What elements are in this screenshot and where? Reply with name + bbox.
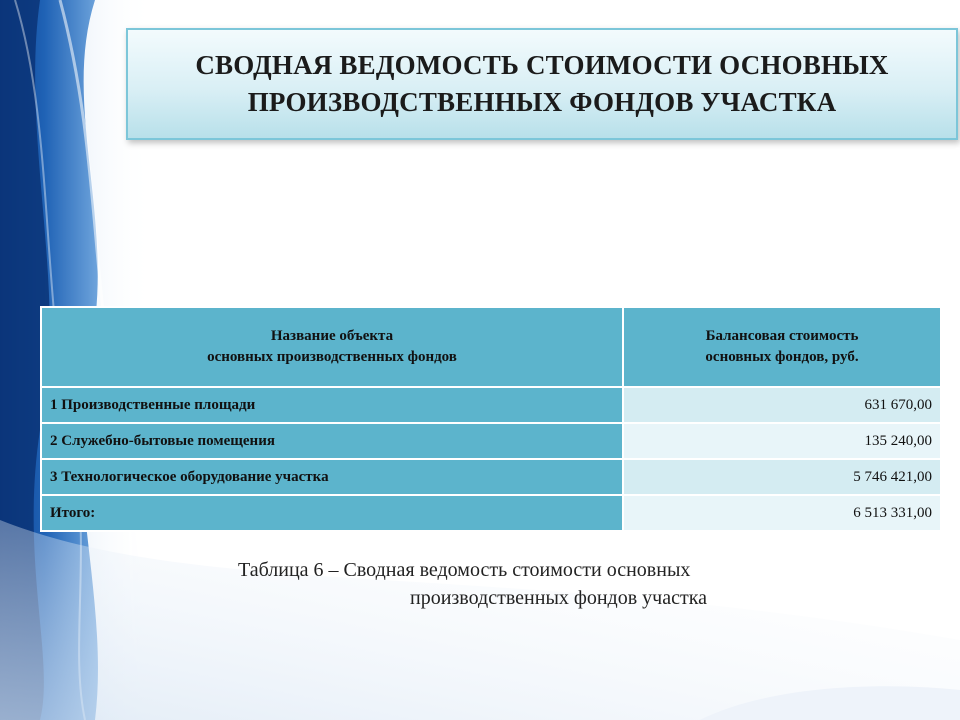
header-col2-line2: основных фондов, руб. [705, 349, 859, 365]
table-row [41, 387, 941, 423]
caption-line-2: производственных фондов участка [410, 587, 708, 609]
total-value: 6 513 331,00 [623, 495, 941, 531]
header-col1-line2: основных производственных фондов [207, 349, 457, 365]
row-name: 1 Производственные площади [41, 387, 623, 423]
table-total-row [41, 495, 941, 531]
slide-title-line-2: ПРОИЗВОДСТВЕННЫХ ФОНДОВ УЧАСТКА [247, 87, 837, 117]
header-object-name [41, 307, 623, 387]
table-caption [200, 556, 820, 612]
slide-title [128, 47, 956, 121]
row-value: 135 240,00 [623, 423, 941, 459]
header-balance-value [623, 307, 941, 387]
caption-line-1: Таблица 6 – Сводная ведомость стоимости основных [238, 559, 691, 581]
row-value: 5 746 421,00 [623, 459, 941, 495]
row-value: 631 670,00 [623, 387, 941, 423]
slide-title-line-1: СВОДНАЯ ВЕДОМОСТЬ СТОИМОСТИ ОСНОВНЫХ [195, 50, 889, 80]
header-col1-line1: Название объекта [270, 328, 394, 344]
fixed-assets-table [40, 306, 942, 532]
table-row [41, 423, 941, 459]
row-name: 2 Служебно-бытовые помещения [41, 423, 623, 459]
slide-title-box [126, 28, 958, 140]
table-header-row [41, 307, 941, 387]
header-col2-line1: Балансовая стоимость [705, 328, 859, 344]
row-name: 3 Технологическое оборудование участка [41, 459, 623, 495]
total-label: Итого: [41, 495, 623, 531]
table-row [41, 459, 941, 495]
